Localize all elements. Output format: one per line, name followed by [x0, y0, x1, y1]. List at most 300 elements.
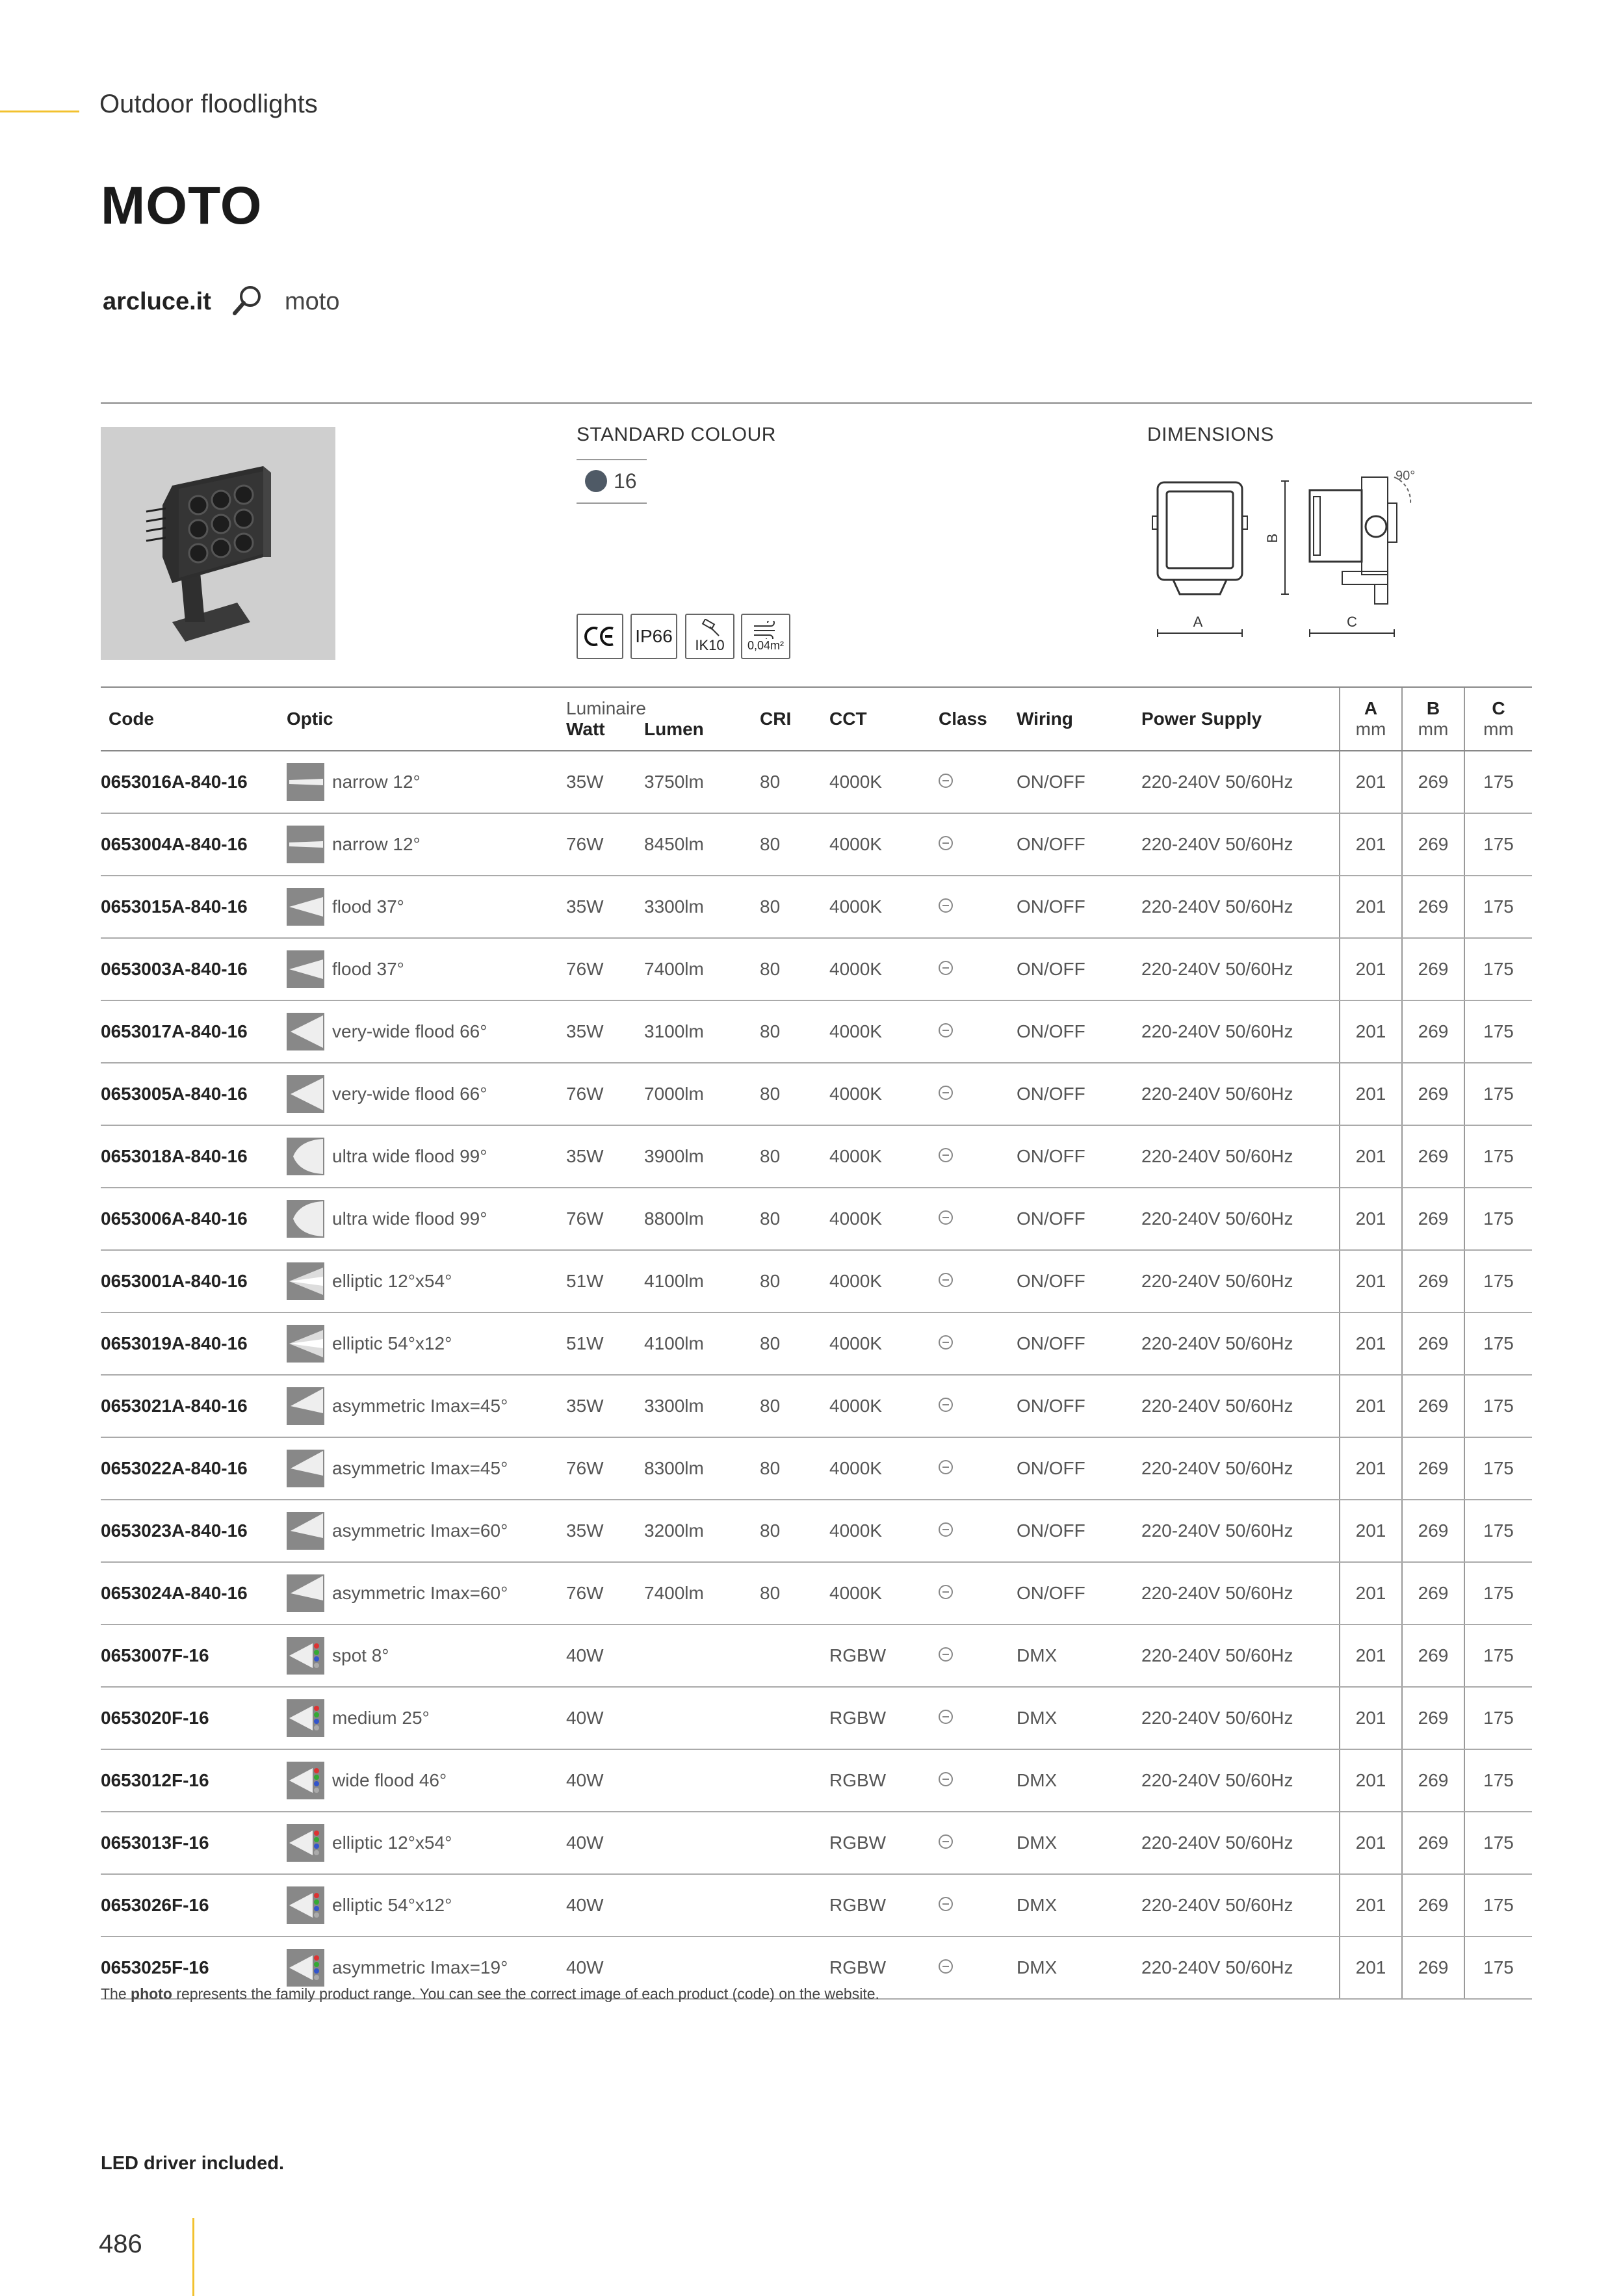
cct: 4000K [829, 938, 939, 1000]
ik-rating [685, 614, 734, 659]
dim-b: 269 [1402, 1125, 1464, 1188]
product-code: 0653018A-840-16 [101, 1125, 287, 1188]
product-code: 0653022A-840-16 [101, 1437, 287, 1500]
lumen [644, 1749, 760, 1812]
power-supply: 220-240V 50/60Hz [1141, 751, 1340, 813]
optic-cell [287, 1437, 566, 1500]
colour-swatch [585, 470, 607, 492]
cri: 80 [760, 1312, 829, 1375]
dim-label-b: B [1264, 533, 1280, 543]
watt: 51W [566, 1250, 644, 1312]
power-supply: 220-240V 50/60Hz [1141, 1687, 1340, 1749]
col-a: A mm [1340, 687, 1402, 751]
dim-a: 201 [1340, 1375, 1402, 1437]
optic-beam-icon [287, 1949, 324, 1987]
power-supply: 220-240V 50/60Hz [1141, 1375, 1340, 1437]
dimensions-drawing [1147, 471, 1420, 641]
earth-class-icon [939, 1834, 953, 1849]
dim-b: 269 [1402, 1687, 1464, 1749]
lumen: 7400lm [644, 938, 760, 1000]
watt: 40W [566, 1687, 644, 1749]
product-code: 0653017A-840-16 [101, 1000, 287, 1063]
cri [760, 1812, 829, 1874]
power-supply: 220-240V 50/60Hz [1141, 1562, 1340, 1624]
dim-label-angle: 90° [1396, 471, 1416, 483]
optic-label: narrow 12° [332, 772, 421, 792]
optic-beam-icon [287, 888, 324, 926]
dim-a: 201 [1340, 1125, 1402, 1188]
class-cell [939, 876, 1017, 938]
earth-class-icon [939, 1335, 953, 1350]
optic-label: elliptic 54°x12° [332, 1333, 452, 1353]
dim-b: 269 [1402, 1375, 1464, 1437]
earth-class-icon [939, 1585, 953, 1599]
earth-class-icon [939, 1647, 953, 1662]
lumen: 8450lm [644, 813, 760, 876]
optic-label: very-wide flood 66° [332, 1021, 487, 1041]
power-supply: 220-240V 50/60Hz [1141, 1749, 1340, 1812]
optic-label: wide flood 46° [332, 1770, 447, 1790]
wiring: DMX [1017, 1874, 1141, 1937]
dim-a: 201 [1340, 876, 1402, 938]
optic-cell [287, 1874, 566, 1937]
power-supply: 220-240V 50/60Hz [1141, 1312, 1340, 1375]
class-cell [939, 1188, 1017, 1250]
lumen: 3100lm [644, 1000, 760, 1063]
cct: RGBW [829, 1812, 939, 1874]
optic-beam-icon [287, 1450, 324, 1487]
dim-c: 175 [1464, 813, 1532, 876]
divider [577, 502, 647, 504]
col-optic: Optic [287, 687, 566, 751]
class-cell [939, 1624, 1017, 1687]
class-cell [939, 1562, 1017, 1624]
col-c: C mm [1464, 687, 1532, 751]
search-icon [231, 283, 265, 317]
optic-label: ultra wide flood 99° [332, 1208, 487, 1229]
luminaire-label: Luminaire [566, 698, 646, 718]
dim-b: 269 [1402, 1874, 1464, 1937]
col-cct: CCT [829, 687, 939, 751]
lumen: 3300lm [644, 876, 760, 938]
class-cell [939, 1687, 1017, 1749]
earth-class-icon [939, 1772, 953, 1786]
watt: 76W [566, 1063, 644, 1125]
lumen: 7400lm [644, 1562, 760, 1624]
optic-cell [287, 1562, 566, 1624]
col-lumen: Lumen [644, 719, 704, 739]
cct: 4000K [829, 876, 939, 938]
dim-c: 175 [1464, 1188, 1532, 1250]
dim-c: 175 [1464, 1500, 1532, 1562]
power-supply: 220-240V 50/60Hz [1141, 1812, 1340, 1874]
wiring: ON/OFF [1017, 813, 1141, 876]
dim-a: 201 [1340, 1749, 1402, 1812]
watt: 76W [566, 1437, 644, 1500]
cri: 80 [760, 1375, 829, 1437]
watt: 35W [566, 1000, 644, 1063]
wiring: ON/OFF [1017, 1063, 1141, 1125]
dim-a: 201 [1340, 813, 1402, 876]
dim-label-a: A [1193, 614, 1203, 630]
class-cell [939, 1312, 1017, 1375]
cct: 4000K [829, 1437, 939, 1500]
optic-cell [287, 1312, 566, 1375]
wiring: DMX [1017, 1624, 1141, 1687]
product-code: 0653013F-16 [101, 1812, 287, 1874]
table-row [101, 938, 1532, 1000]
product-code: 0653001A-840-16 [101, 1250, 287, 1312]
power-supply: 220-240V 50/60Hz [1141, 1624, 1340, 1687]
table-row [101, 1624, 1532, 1687]
optic-label: flood 37° [332, 896, 404, 917]
cct: RGBW [829, 1874, 939, 1937]
table-row [101, 751, 1532, 813]
optic-cell [287, 1624, 566, 1687]
optic-label: elliptic 12°x54° [332, 1271, 452, 1291]
cri [760, 1874, 829, 1937]
optic-label: narrow 12° [332, 834, 421, 854]
cri: 80 [760, 1437, 829, 1500]
optic-label: asymmetric Imax=60° [332, 1583, 508, 1603]
colour-code: 16 [614, 469, 637, 493]
optic-beam-icon [287, 1824, 324, 1862]
dim-b: 269 [1402, 813, 1464, 876]
wiring: DMX [1017, 1749, 1141, 1812]
brand-link[interactable]: arcluce.it [103, 288, 211, 315]
optic-label: flood 37° [332, 959, 404, 979]
dim-c: 175 [1464, 751, 1532, 813]
wiring: ON/OFF [1017, 938, 1141, 1000]
dim-c: 175 [1464, 876, 1532, 938]
lumen: 3900lm [644, 1125, 760, 1188]
table-row [101, 1312, 1532, 1375]
wiring: DMX [1017, 1937, 1141, 1999]
search-keyword: moto [285, 288, 340, 315]
page-number: 486 [99, 2230, 142, 2258]
cct: RGBW [829, 1687, 939, 1749]
wiring: ON/OFF [1017, 1000, 1141, 1063]
dim-c: 175 [1464, 1812, 1532, 1874]
wiring: ON/OFF [1017, 751, 1141, 813]
dim-a: 201 [1340, 1874, 1402, 1937]
optic-beam-icon [287, 1886, 324, 1924]
lumen [644, 1687, 760, 1749]
wiring: ON/OFF [1017, 1188, 1141, 1250]
product-code: 0653015A-840-16 [101, 876, 287, 938]
lumen: 3300lm [644, 1375, 760, 1437]
dim-c: 175 [1464, 1375, 1532, 1437]
lumen: 8300lm [644, 1437, 760, 1500]
optic-label: asymmetric Imax=19° [332, 1957, 508, 1977]
dim-b: 269 [1402, 1937, 1464, 1999]
lumen [644, 1812, 760, 1874]
class-cell [939, 1500, 1017, 1562]
cri: 80 [760, 751, 829, 813]
class-cell [939, 1812, 1017, 1874]
table-row [101, 1063, 1532, 1125]
optic-beam-icon [287, 1013, 324, 1050]
cri: 80 [760, 1063, 829, 1125]
wiring: ON/OFF [1017, 1312, 1141, 1375]
product-code: 0653026F-16 [101, 1874, 287, 1937]
dim-a: 201 [1340, 1188, 1402, 1250]
dim-a: 201 [1340, 1063, 1402, 1125]
optic-beam-icon [287, 1138, 324, 1175]
product-code: 0653023A-840-16 [101, 1500, 287, 1562]
optic-beam-icon [287, 1574, 324, 1612]
optic-cell [287, 1000, 566, 1063]
lumen: 7000lm [644, 1063, 760, 1125]
optic-beam-icon [287, 950, 324, 988]
watt: 76W [566, 1562, 644, 1624]
dim-c: 175 [1464, 1624, 1532, 1687]
dim-c: 175 [1464, 1687, 1532, 1749]
cct: RGBW [829, 1624, 939, 1687]
table-row [101, 1188, 1532, 1250]
dim-b: 269 [1402, 751, 1464, 813]
col-cri: CRI [760, 687, 829, 751]
dim-b: 269 [1402, 1624, 1464, 1687]
dim-c: 175 [1464, 1125, 1532, 1188]
dim-c: 175 [1464, 938, 1532, 1000]
dim-c: 175 [1464, 1937, 1532, 1999]
product-code: 0653012F-16 [101, 1749, 287, 1812]
watt: 40W [566, 1874, 644, 1937]
cct: 4000K [829, 1562, 939, 1624]
optic-cell [287, 751, 566, 813]
optic-cell [287, 1812, 566, 1874]
wind-area [741, 614, 790, 659]
optic-beam-icon [287, 1262, 324, 1300]
cri: 80 [760, 1125, 829, 1188]
power-supply: 220-240V 50/60Hz [1141, 813, 1340, 876]
divider [101, 402, 1532, 404]
power-supply: 220-240V 50/60Hz [1141, 1250, 1340, 1312]
dim-label-c: C [1347, 614, 1357, 630]
optic-beam-icon [287, 1699, 324, 1737]
ce-mark-icon [577, 614, 623, 659]
optic-cell [287, 938, 566, 1000]
col-watt: Watt [566, 719, 605, 739]
cct: 4000K [829, 1188, 939, 1250]
table-row [101, 1000, 1532, 1063]
table-row [101, 1437, 1532, 1500]
class-cell [939, 1937, 1017, 1999]
optic-beam-icon [287, 826, 324, 863]
driver-note: LED driver included. [101, 2153, 284, 2174]
col-class: Class [939, 687, 1017, 751]
watt: 35W [566, 1375, 644, 1437]
power-supply: 220-240V 50/60Hz [1141, 1188, 1340, 1250]
optic-cell [287, 813, 566, 876]
earth-class-icon [939, 1023, 953, 1037]
ip-rating: IP66 [630, 614, 677, 659]
table-row [101, 1874, 1532, 1937]
dim-a: 201 [1340, 1562, 1402, 1624]
dim-b: 269 [1402, 1063, 1464, 1125]
product-code: 0653016A-840-16 [101, 751, 287, 813]
cri: 80 [760, 1562, 829, 1624]
earth-class-icon [939, 1710, 953, 1724]
class-cell [939, 751, 1017, 813]
page-accent-line [192, 2218, 194, 2296]
optic-beam-icon [287, 1200, 324, 1238]
col-b: B mm [1402, 687, 1464, 751]
watt: 51W [566, 1312, 644, 1375]
class-cell [939, 1125, 1017, 1188]
watt: 40W [566, 1624, 644, 1687]
dim-b: 269 [1402, 876, 1464, 938]
dim-b: 269 [1402, 1000, 1464, 1063]
dim-b: 269 [1402, 1562, 1464, 1624]
optic-label: very-wide flood 66° [332, 1084, 487, 1104]
earth-class-icon [939, 1398, 953, 1412]
cct: 4000K [829, 1375, 939, 1437]
table-row [101, 813, 1532, 876]
earth-class-icon [939, 1086, 953, 1100]
lumen: 4100lm [644, 1250, 760, 1312]
table-row [101, 1125, 1532, 1188]
optic-label: spot 8° [332, 1645, 389, 1665]
dim-a: 201 [1340, 1250, 1402, 1312]
table-row [101, 1500, 1532, 1562]
optic-beam-icon [287, 763, 324, 801]
earth-class-icon [939, 836, 953, 850]
wiring: ON/OFF [1017, 1437, 1141, 1500]
watt: 76W [566, 1188, 644, 1250]
cct: 4000K [829, 751, 939, 813]
dim-a: 201 [1340, 1687, 1402, 1749]
dim-b: 269 [1402, 1188, 1464, 1250]
product-code: 0653021A-840-16 [101, 1375, 287, 1437]
power-supply: 220-240V 50/60Hz [1141, 876, 1340, 938]
cct: RGBW [829, 1937, 939, 1999]
lumen [644, 1874, 760, 1937]
cri: 80 [760, 1250, 829, 1312]
dim-c: 175 [1464, 1250, 1532, 1312]
product-code: 0653025F-16 [101, 1937, 287, 1999]
product-title: MOTO [101, 176, 263, 235]
dim-b: 269 [1402, 938, 1464, 1000]
earth-class-icon [939, 1897, 953, 1911]
watt: 76W [566, 813, 644, 876]
section-title: Outdoor floodlights [99, 90, 318, 118]
earth-class-icon [939, 1273, 953, 1287]
dim-b: 269 [1402, 1500, 1464, 1562]
dim-b: 269 [1402, 1312, 1464, 1375]
power-supply: 220-240V 50/60Hz [1141, 1937, 1340, 1999]
cri [760, 1624, 829, 1687]
cct: 4000K [829, 813, 939, 876]
lumen [644, 1624, 760, 1687]
cct: RGBW [829, 1749, 939, 1812]
col-power: Power Supply [1141, 687, 1340, 751]
lumen: 4100lm [644, 1312, 760, 1375]
wiring: DMX [1017, 1687, 1141, 1749]
product-code: 0653004A-840-16 [101, 813, 287, 876]
col-code: Code [101, 687, 287, 751]
earth-class-icon [939, 898, 953, 913]
watt: 40W [566, 1749, 644, 1812]
table-row [101, 1687, 1532, 1749]
cct: 4000K [829, 1250, 939, 1312]
wiring: ON/OFF [1017, 1125, 1141, 1188]
footnote: The photo represents the family product range. You can see the correct image of each product (code) on the website. [101, 1985, 879, 2002]
dim-c: 175 [1464, 1749, 1532, 1812]
class-cell [939, 1063, 1017, 1125]
class-cell [939, 1749, 1017, 1812]
dimensions-label: DIMENSIONS [1147, 424, 1275, 445]
watt: 76W [566, 938, 644, 1000]
power-supply: 220-240V 50/60Hz [1141, 1437, 1340, 1500]
dim-a: 201 [1340, 1937, 1402, 1999]
cct: 4000K [829, 1500, 939, 1562]
optic-beam-icon [287, 1387, 324, 1425]
class-cell [939, 1000, 1017, 1063]
watt: 35W [566, 751, 644, 813]
dim-a: 201 [1340, 938, 1402, 1000]
wiring: ON/OFF [1017, 1375, 1141, 1437]
standard-colour-label: STANDARD COLOUR [577, 424, 776, 445]
optic-beam-icon [287, 1762, 324, 1799]
watt: 40W [566, 1937, 644, 1999]
wiring: ON/OFF [1017, 1500, 1141, 1562]
product-table [101, 686, 1532, 2000]
power-supply: 220-240V 50/60Hz [1141, 1000, 1340, 1063]
optic-beam-icon [287, 1075, 324, 1113]
product-code: 0653019A-840-16 [101, 1312, 287, 1375]
watt: 35W [566, 1125, 644, 1188]
dim-b: 269 [1402, 1437, 1464, 1500]
class-cell [939, 1874, 1017, 1937]
optic-beam-icon [287, 1512, 324, 1550]
optic-cell [287, 1500, 566, 1562]
product-code: 0653020F-16 [101, 1687, 287, 1749]
product-code: 0653003A-840-16 [101, 938, 287, 1000]
earth-class-icon [939, 1210, 953, 1225]
lumen: 3200lm [644, 1500, 760, 1562]
watt: 40W [566, 1812, 644, 1874]
cri [760, 1687, 829, 1749]
dim-b: 269 [1402, 1749, 1464, 1812]
class-cell [939, 1250, 1017, 1312]
optic-cell [287, 1250, 566, 1312]
cct: 4000K [829, 1000, 939, 1063]
power-supply: 220-240V 50/60Hz [1141, 1500, 1340, 1562]
product-code: 0653007F-16 [101, 1624, 287, 1687]
optic-cell [287, 1063, 566, 1125]
cct: 4000K [829, 1063, 939, 1125]
cct: 4000K [829, 1125, 939, 1188]
dim-c: 175 [1464, 1562, 1532, 1624]
table-header-row [101, 687, 1532, 751]
power-supply: 220-240V 50/60Hz [1141, 1125, 1340, 1188]
dim-c: 175 [1464, 1000, 1532, 1063]
optic-cell [287, 1125, 566, 1188]
ik-label: IK10 [695, 637, 725, 653]
optic-label: elliptic 54°x12° [332, 1895, 452, 1915]
optic-cell [287, 1375, 566, 1437]
wiring: ON/OFF [1017, 876, 1141, 938]
dim-a: 201 [1340, 1437, 1402, 1500]
optic-cell [287, 1749, 566, 1812]
wiring: ON/OFF [1017, 1250, 1141, 1312]
optic-cell [287, 1188, 566, 1250]
earth-class-icon [939, 1522, 953, 1537]
optic-label: ultra wide flood 99° [332, 1146, 487, 1166]
dim-a: 201 [1340, 1812, 1402, 1874]
